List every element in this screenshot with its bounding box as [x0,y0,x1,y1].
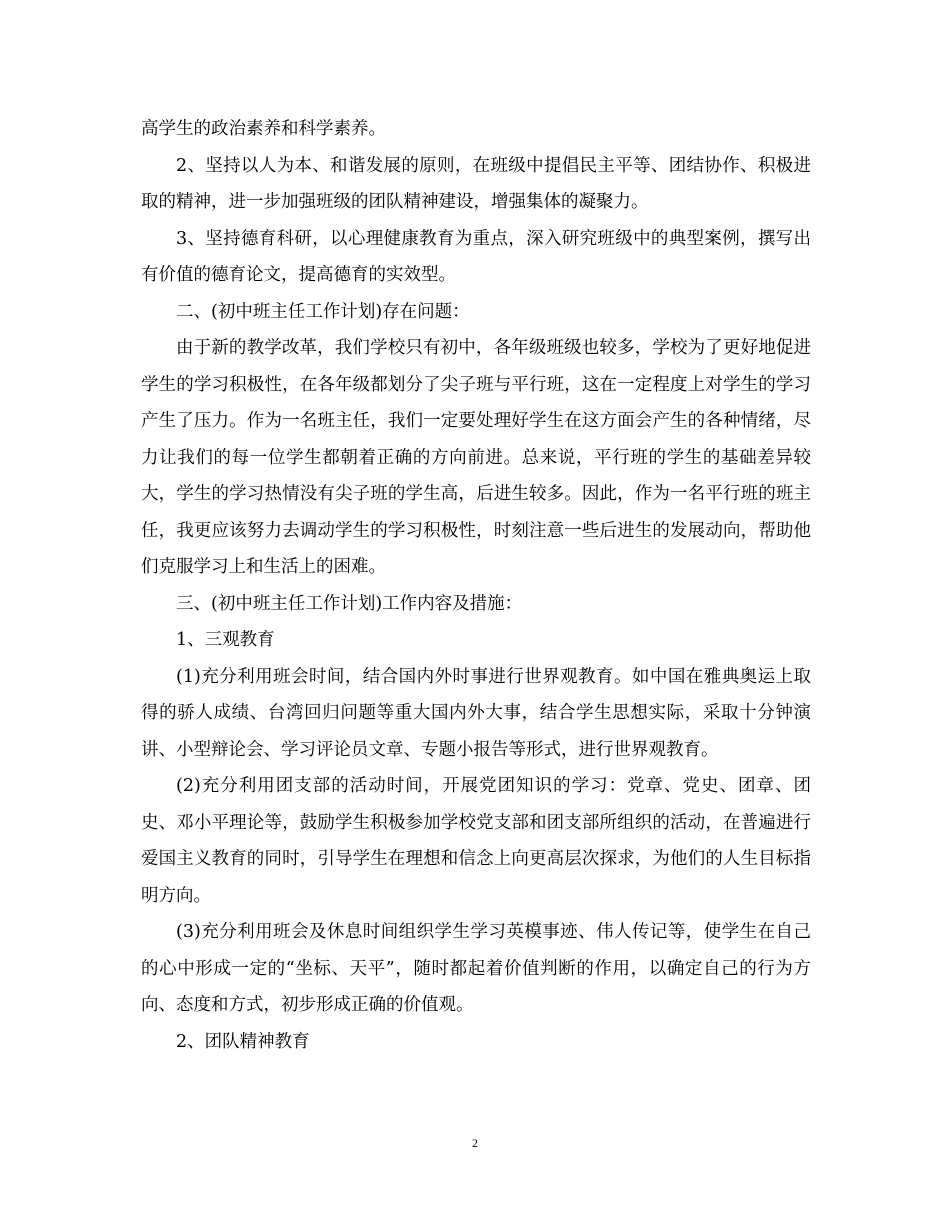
section-heading: 三、(初中班主任工作计划)工作内容及措施： [176,593,523,614]
document-body [141,111,811,1060]
paragraph: (3)充分利用班会及休息时间组织学生学习英模事迹、伟人传记等，使学生在自己的心中形成一定的“坐标、天平”，随时都起着价值判断的作用，以确定自己的行为方向、态度和方式，初步形成正确的价值观。 [141,922,811,1015]
subsection-heading: 2、团队精神教育 [176,1031,310,1052]
subsection-heading: 1、三观教育 [176,630,275,650]
paragraph: 2、坚持以人为本、和谐发展的原则，在班级中提倡民主平等、团结协作、积极进取的精神，进一步加强班级的团队精神建设，增强集体的凝聚力。 [141,155,811,212]
paragraph: 高学生的政治素养和科学素养。 [141,119,386,139]
paragraph: (1)充分利用班会时间，结合国内外时事进行世界观教育。如中国在雅典奥运上取得的骄人成绩、台湾回归问题等重大国内外大事，结合学生思想实际，采取十分钟演讲、小型辩论会、学习评论员文章、专题小报告等形式，进行世界观教育。 [141,666,811,760]
paragraph: 3、坚持德育科研，以心理健康教育为重点，深入研究班级中的典型案例，撰写出有价值的德育论文，提高德育的实效型。 [141,228,811,285]
section-heading: 二、(初中班主任工作计划)存在问题： [176,301,470,322]
paragraph: 由于新的教学改革，我们学校只有初中，各年级班级也较多，学校为了更好地促进学生的学习积极性，在各年级都划分了尖子班与平行班，这在一定程度上对学生的学习产生了压力。作为一名班主任，我们一定要处理好学生在这方面会产生的各种情绪，尽力让我们的每一位学生都朝着正确的方向前进。总来说，平行班的学生的基础差异较大，学生的学习热情没有尖子班的学生高，后进生较多。因此，作为一名平行班的班主任，我更应该努力去调动学生的学习积极性，时刻注意一些后进生的发展动向，帮助他们克服学习上和生活上的困难。 [141,338,811,577]
page-number: 2 [472,1136,478,1150]
paragraph: (2)充分利用团支部的活动时间，开展党团知识的学习：党章、党史、团章、团史、邓小平理论等，鼓励学生积极参加学校党支部和团支部所组织的活动，在普遍进行爱国主义教育的同时，引导学生在理想和信念上向更高层次探求，为他们的人生目标指明方向。 [141,776,811,906]
